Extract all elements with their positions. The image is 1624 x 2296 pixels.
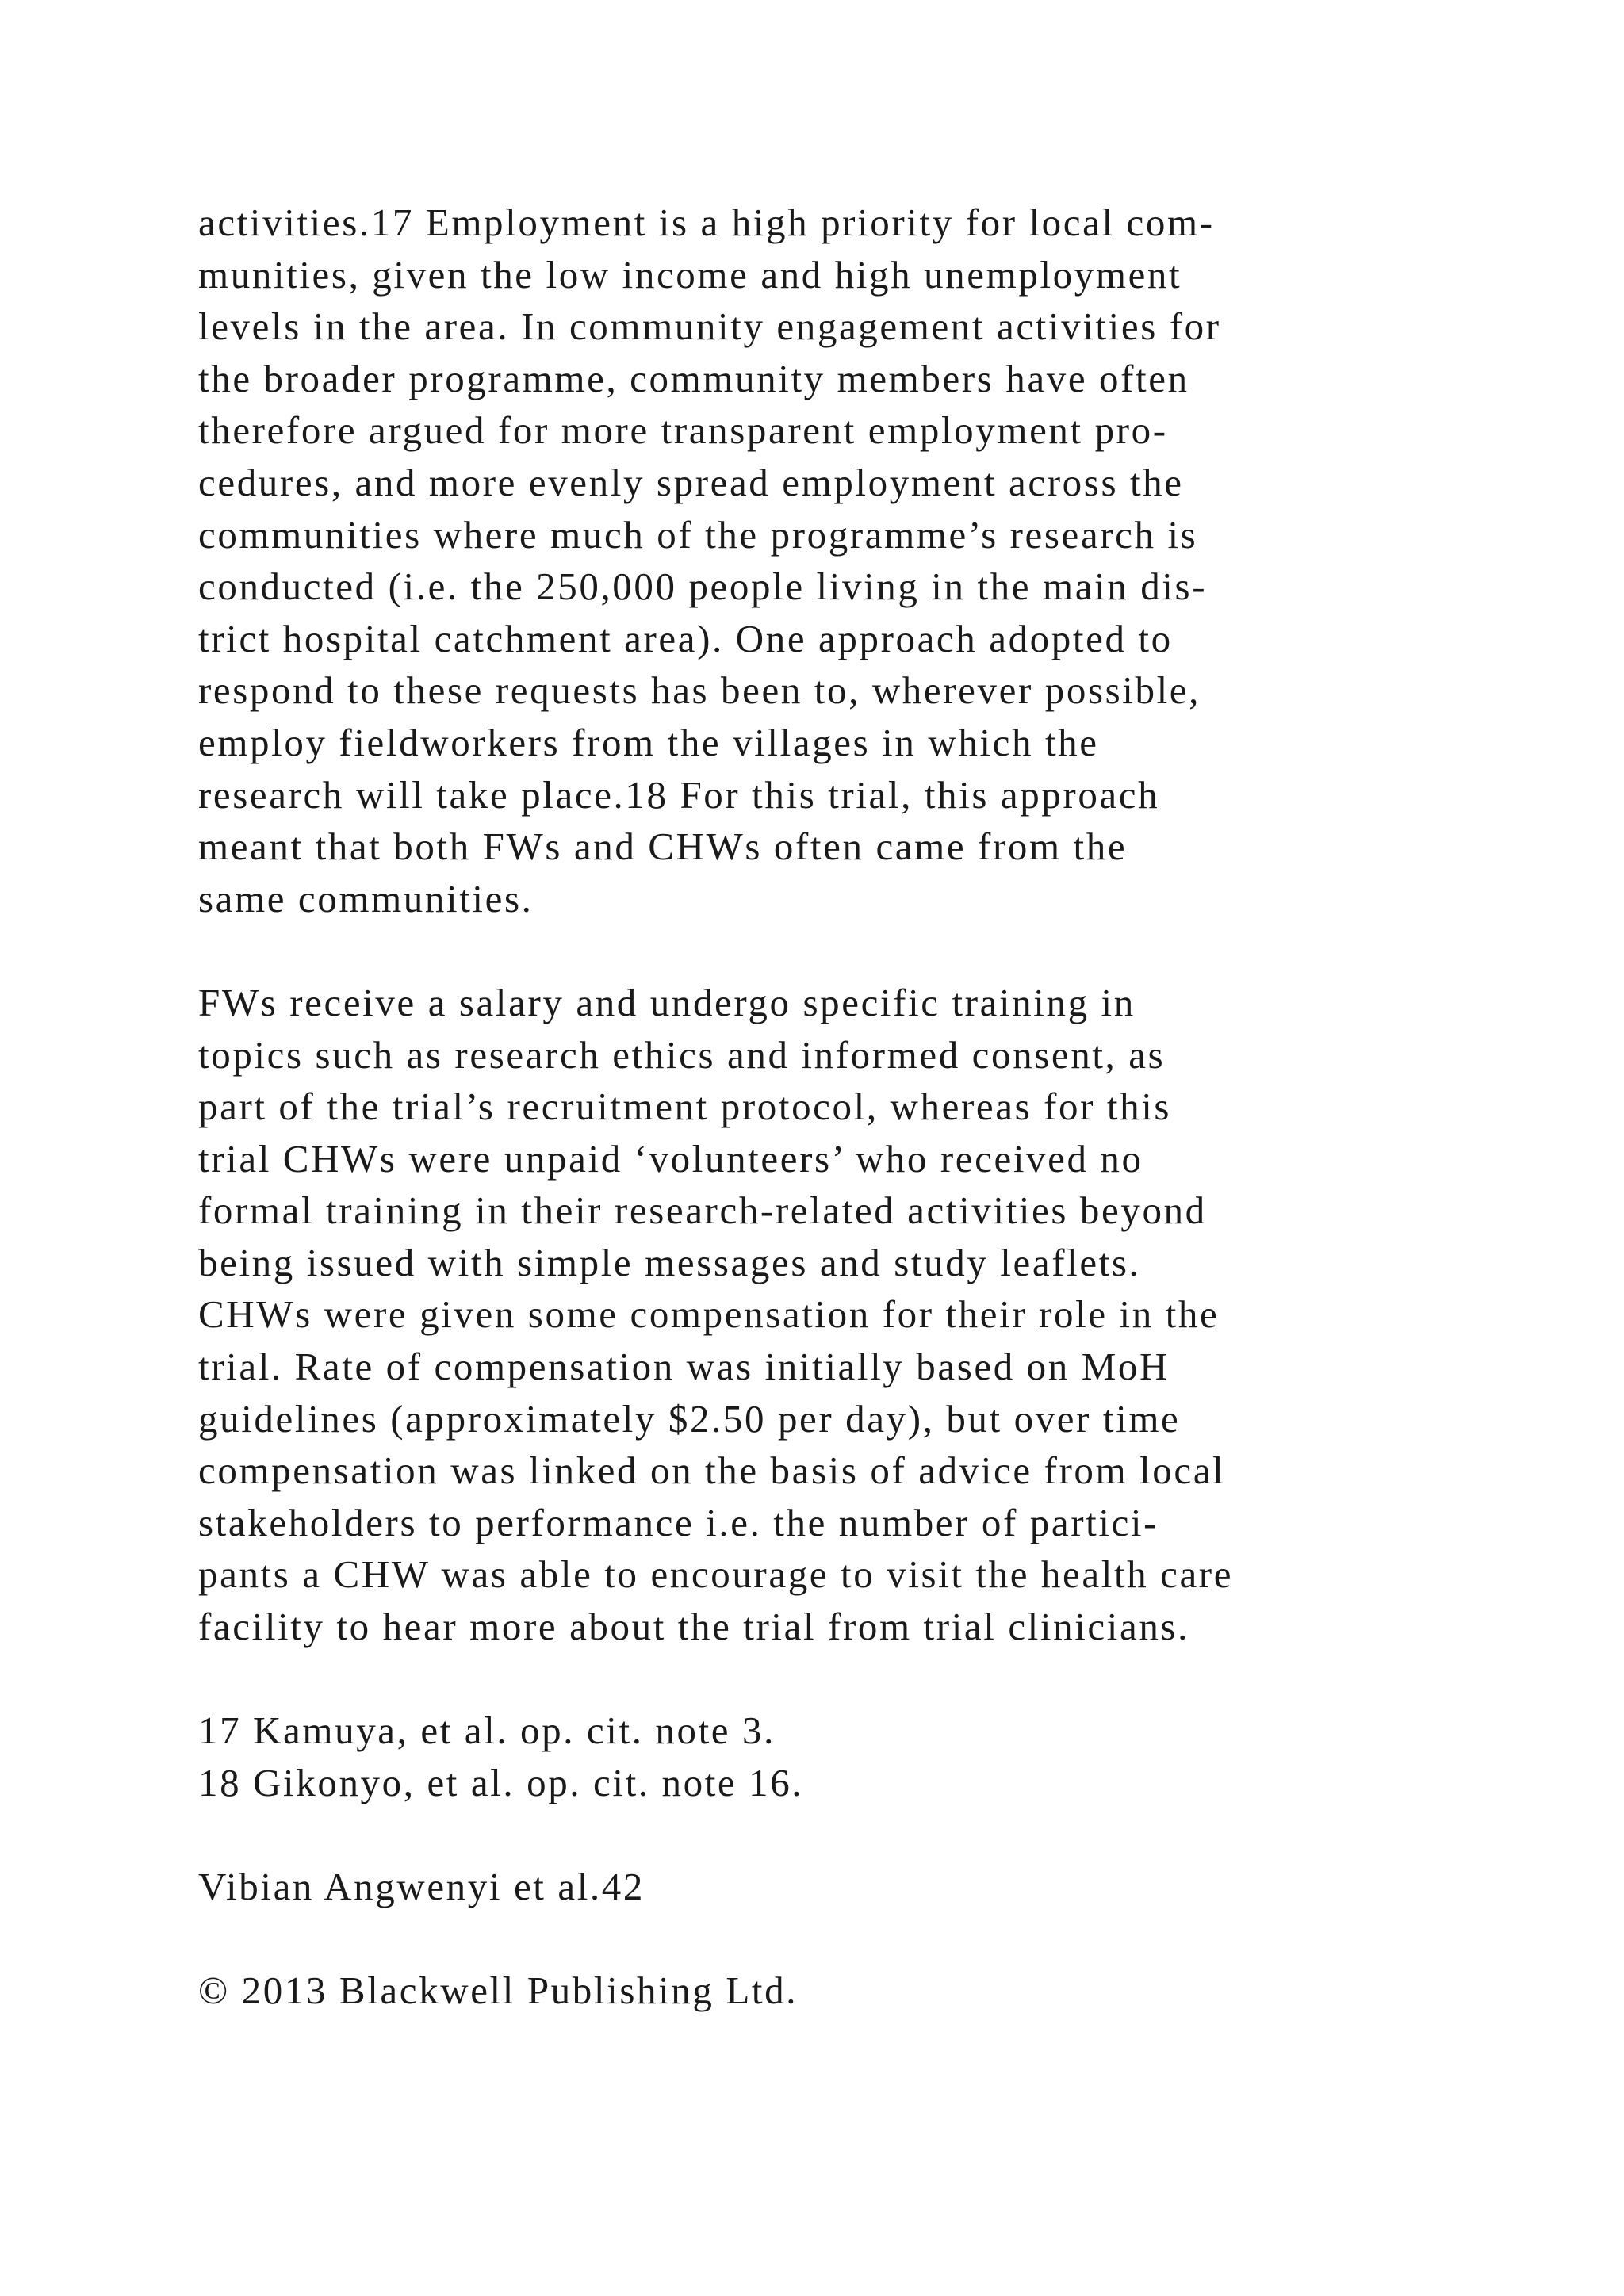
- text-line: compensation was linked on the basis of advice from local: [198, 1448, 1226, 1493]
- text-line: meant that both FWs and CHWs often came from the: [198, 825, 1128, 869]
- text-line: same communities.: [198, 876, 534, 920]
- footnote-18: 18 Gikonyo, et al. op. cit. note 16.: [198, 1760, 804, 1804]
- text-line: part of the trial’s recruitment protocol, whereas for this: [198, 1085, 1172, 1129]
- footnotes: [198, 1705, 1562, 1808]
- text-line: FWs receive a salary and undergo specific training in: [198, 980, 1136, 1024]
- text-line: facility to hear more about the trial from trial clinicians.: [198, 1605, 1189, 1649]
- text-line: therefore argued for more transparent employment pro-: [198, 408, 1168, 453]
- text-line: communities where much of the programme’s research is: [198, 512, 1198, 557]
- text-line: munities, given the low income and high unemployment: [198, 252, 1182, 297]
- text-line: stakeholders to performance i.e. the number of partici-: [198, 1500, 1159, 1544]
- text-line: conducted (i.e. the 250,000 people living in the main dis-: [198, 564, 1208, 609]
- text-line: trial. Rate of compensation was initially based on MoH: [198, 1345, 1170, 1389]
- copyright-text: © 2013 Blackwell Publishing Ltd.: [198, 1969, 799, 2013]
- text-line: formal training in their research-related activities beyond: [198, 1188, 1207, 1233]
- text-line: pants a CHW was able to encourage to visit the health care: [198, 1552, 1234, 1597]
- paragraph-spacer: [198, 1913, 1562, 1965]
- body-paragraph-1: [198, 197, 1562, 924]
- text-line: activities.17 Employment is a high priority for local com-: [198, 201, 1215, 244]
- text-line: trial CHWs were unpaid ‘volunteers’ who received no: [198, 1136, 1143, 1181]
- paragraph-spacer: [198, 1653, 1562, 1705]
- footnote-17: 17 Kamuya, et al. op. cit. note 3.: [198, 1709, 776, 1753]
- document-page: [198, 197, 1562, 2017]
- text-line: trict hospital catchment area). One approach adopted to: [198, 616, 1173, 660]
- text-line: being issued with simple messages and study leaflets.: [198, 1240, 1141, 1284]
- paragraph-spacer: [198, 1808, 1562, 1861]
- text-line: guidelines (approximately $2.50 per day), but over time: [198, 1396, 1181, 1441]
- text-line: cedures, and more evenly spread employment across the: [198, 460, 1184, 504]
- copyright-notice: [198, 1965, 1562, 2017]
- text-line: CHWs were given some compensation for their role in the: [198, 1292, 1220, 1337]
- text-line: the broader programme, community members have often: [198, 356, 1189, 400]
- text-line: research will take place.18 For this trial, this approach: [198, 772, 1160, 817]
- text-line: topics such as research ethics and informed consent, as: [198, 1032, 1166, 1077]
- body-paragraph-2: [198, 977, 1562, 1653]
- text-line: employ fieldworkers from the villages in which the: [198, 720, 1099, 764]
- text-line: respond to these requests has been to, wherever possible,: [198, 668, 1201, 713]
- text-line: levels in the area. In community engagement activities for: [198, 304, 1221, 349]
- running-head-text: Vibian Angwenyi et al.42: [198, 1865, 645, 1908]
- paragraph-spacer: [198, 924, 1562, 977]
- running-head: [198, 1861, 1562, 1913]
